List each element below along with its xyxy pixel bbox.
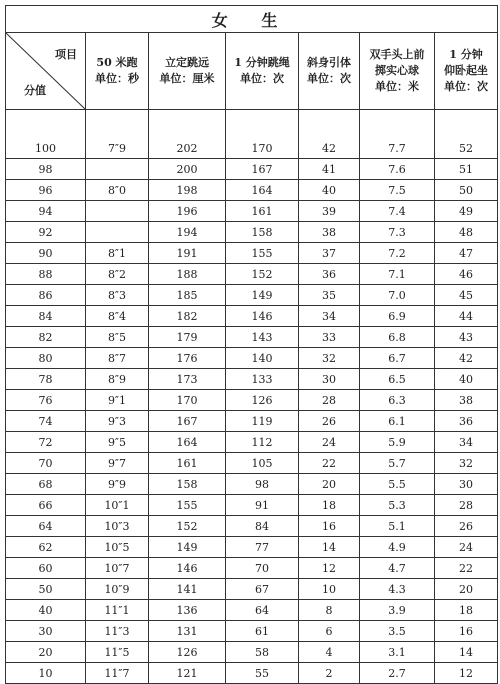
value-cell: 47 (435, 243, 498, 264)
value-cell: 2 (299, 663, 360, 684)
value-cell: 32 (435, 453, 498, 474)
value-cell: 121 (149, 663, 226, 684)
value-cell: 42 (299, 138, 360, 159)
score-cell: 88 (6, 264, 86, 285)
value-cell: 11″5 (86, 642, 149, 663)
header-line: 双手头上前 (369, 48, 425, 61)
table-row (6, 285, 498, 306)
value-cell: 131 (149, 621, 226, 642)
value-cell: 64 (226, 600, 299, 621)
value-cell: 161 (149, 453, 226, 474)
value-cell: 149 (149, 537, 226, 558)
value-cell: 198 (149, 180, 226, 201)
value-cell: 26 (299, 411, 360, 432)
value-cell: 6.9 (360, 306, 435, 327)
value-cell: 36 (435, 411, 498, 432)
value-cell: 164 (226, 180, 299, 201)
score-cell: 10 (6, 663, 86, 684)
value-cell: 133 (226, 369, 299, 390)
header-line: 斜身引体 (307, 56, 351, 69)
value-cell: 173 (149, 369, 226, 390)
table-row (6, 222, 498, 243)
value-cell: 10″7 (86, 558, 149, 579)
value-cell: 6.1 (360, 411, 435, 432)
value-cell: 10″1 (86, 495, 149, 516)
score-cell: 84 (6, 306, 86, 327)
value-cell: 40 (435, 369, 498, 390)
value-cell: 200 (149, 159, 226, 180)
value-cell: 105 (226, 453, 299, 474)
header-situps (435, 33, 498, 110)
value-cell: 179 (149, 327, 226, 348)
value-cell: 55 (226, 663, 299, 684)
value-cell: 18 (435, 600, 498, 621)
value-cell: 10″3 (86, 516, 149, 537)
value-cell: 12 (435, 663, 498, 684)
table-row (6, 243, 498, 264)
value-cell: 40 (299, 180, 360, 201)
value-cell: 152 (226, 264, 299, 285)
value-cell: 2.7 (360, 663, 435, 684)
score-cell: 60 (6, 558, 86, 579)
corner-header-cell (6, 33, 86, 110)
table-row (6, 264, 498, 285)
value-cell: 38 (299, 222, 360, 243)
value-cell: 176 (149, 348, 226, 369)
value-cell: 91 (226, 495, 299, 516)
score-cell: 20 (6, 642, 86, 663)
value-cell: 158 (226, 222, 299, 243)
value-cell: 48 (435, 222, 498, 243)
value-cell: 6 (299, 621, 360, 642)
header-line: 1 分钟 (449, 48, 483, 61)
header-medicine-ball (360, 33, 435, 110)
corner-score-label: 分值 (24, 84, 46, 97)
value-cell: 42 (435, 348, 498, 369)
table-row (6, 369, 498, 390)
value-cell: 8″5 (86, 327, 149, 348)
value-cell: 36 (299, 264, 360, 285)
header-line: 50 米跑 (96, 56, 138, 69)
value-cell: 182 (149, 306, 226, 327)
score-cell: 76 (6, 390, 86, 411)
table-row (6, 201, 498, 222)
value-cell: 35 (299, 285, 360, 306)
value-cell: 43 (435, 327, 498, 348)
value-cell: 70 (226, 558, 299, 579)
value-cell: 185 (149, 285, 226, 306)
value-cell: 9″1 (86, 390, 149, 411)
value-cell: 44 (435, 306, 498, 327)
table-row (6, 138, 498, 159)
value-cell: 11″7 (86, 663, 149, 684)
score-cell: 86 (6, 285, 86, 306)
score-cell: 66 (6, 495, 86, 516)
table-row (6, 600, 498, 621)
value-cell: 49 (435, 201, 498, 222)
value-cell: 158 (149, 474, 226, 495)
value-cell: 9″9 (86, 474, 149, 495)
table-row (6, 558, 498, 579)
value-cell: 146 (149, 558, 226, 579)
table-row (6, 432, 498, 453)
value-cell: 155 (226, 243, 299, 264)
table-row (6, 453, 498, 474)
value-cell: 152 (149, 516, 226, 537)
table-row (6, 537, 498, 558)
score-cell: 80 (6, 348, 86, 369)
value-cell: 112 (226, 432, 299, 453)
header-unit: 单位：次 (307, 72, 351, 85)
value-cell: 7.1 (360, 264, 435, 285)
score-cell: 92 (6, 222, 86, 243)
value-cell: 30 (299, 369, 360, 390)
value-cell: 7.7 (360, 138, 435, 159)
value-cell: 4.9 (360, 537, 435, 558)
value-cell: 41 (299, 159, 360, 180)
header-line: 1 分钟跳绳 (234, 56, 290, 69)
header-unit: 单位：厘米 (159, 72, 215, 85)
value-cell: 6.5 (360, 369, 435, 390)
table-row (6, 348, 498, 369)
value-cell: 3.5 (360, 621, 435, 642)
value-cell: 16 (435, 621, 498, 642)
value-cell: 7.5 (360, 180, 435, 201)
value-cell: 12 (299, 558, 360, 579)
score-cell: 96 (6, 180, 86, 201)
value-cell: 3.9 (360, 600, 435, 621)
header-unit: 单位：秒 (95, 72, 139, 85)
value-cell: 22 (299, 453, 360, 474)
score-cell: 90 (6, 243, 86, 264)
score-cell: 30 (6, 621, 86, 642)
table-row (6, 516, 498, 537)
value-cell: 8″1 (86, 243, 149, 264)
value-cell: 10″9 (86, 579, 149, 600)
value-cell: 202 (149, 138, 226, 159)
value-cell: 170 (226, 138, 299, 159)
value-cell: 7.3 (360, 222, 435, 243)
header-50m-run (86, 33, 149, 110)
score-cell: 78 (6, 369, 86, 390)
value-cell: 98 (226, 474, 299, 495)
score-cell: 98 (6, 159, 86, 180)
score-cell: 62 (6, 537, 86, 558)
table-body (6, 110, 498, 684)
value-cell: 5.3 (360, 495, 435, 516)
score-cell: 100 (6, 138, 86, 159)
value-cell: 33 (299, 327, 360, 348)
value-cell: 11″3 (86, 621, 149, 642)
score-cell: 82 (6, 327, 86, 348)
value-cell: 77 (226, 537, 299, 558)
value-cell: 22 (435, 558, 498, 579)
header-unit: 单位：次 (444, 80, 489, 93)
value-cell: 191 (149, 243, 226, 264)
score-cell: 72 (6, 432, 86, 453)
value-cell: 45 (435, 285, 498, 306)
value-cell: 6.7 (360, 348, 435, 369)
score-cell: 40 (6, 600, 86, 621)
value-cell (86, 201, 149, 222)
value-cell: 34 (299, 306, 360, 327)
value-cell (86, 222, 149, 243)
value-cell: 38 (435, 390, 498, 411)
value-cell: 58 (226, 642, 299, 663)
value-cell: 67 (226, 579, 299, 600)
value-cell: 20 (435, 579, 498, 600)
value-cell: 8″0 (86, 180, 149, 201)
header-unit: 单位：米 (375, 80, 419, 93)
value-cell: 46 (435, 264, 498, 285)
value-cell: 161 (226, 201, 299, 222)
table-row (6, 327, 498, 348)
value-cell: 7″9 (86, 138, 149, 159)
score-cell: 74 (6, 411, 86, 432)
table-row (6, 306, 498, 327)
value-cell: 5.9 (360, 432, 435, 453)
value-cell: 149 (226, 285, 299, 306)
value-cell: 8 (299, 600, 360, 621)
value-cell: 188 (149, 264, 226, 285)
value-cell: 61 (226, 621, 299, 642)
value-cell: 8″7 (86, 348, 149, 369)
value-cell: 155 (149, 495, 226, 516)
header-inclined-pullup (299, 33, 360, 110)
value-cell: 14 (299, 537, 360, 558)
corner-item-label: 项目 (55, 48, 77, 61)
table-row (6, 390, 498, 411)
value-cell: 10 (299, 579, 360, 600)
value-cell: 8″2 (86, 264, 149, 285)
value-cell: 9″7 (86, 453, 149, 474)
value-cell: 6.8 (360, 327, 435, 348)
value-cell: 170 (149, 390, 226, 411)
value-cell: 24 (435, 537, 498, 558)
value-cell: 28 (299, 390, 360, 411)
table-row (6, 495, 498, 516)
value-cell: 126 (226, 390, 299, 411)
table-row (6, 180, 498, 201)
value-cell: 119 (226, 411, 299, 432)
value-cell: 5.5 (360, 474, 435, 495)
header-unit: 单位：次 (240, 72, 284, 85)
table-row (6, 621, 498, 642)
value-cell: 4.3 (360, 579, 435, 600)
table-row (6, 579, 498, 600)
value-cell: 164 (149, 432, 226, 453)
value-cell: 30 (435, 474, 498, 495)
value-cell: 167 (226, 159, 299, 180)
value-cell: 136 (149, 600, 226, 621)
header-standing-jump (149, 33, 226, 110)
scoring-table (5, 5, 498, 684)
value-cell: 3.1 (360, 642, 435, 663)
value-cell: 16 (299, 516, 360, 537)
value-cell: 4 (299, 642, 360, 663)
header-line: 仰卧起坐 (444, 64, 489, 77)
value-cell: 52 (435, 138, 498, 159)
value-cell: 18 (299, 495, 360, 516)
score-cell: 50 (6, 579, 86, 600)
header-row (6, 33, 498, 110)
value-cell: 7.4 (360, 201, 435, 222)
value-cell: 9″3 (86, 411, 149, 432)
value-cell: 11″1 (86, 600, 149, 621)
value-cell: 32 (299, 348, 360, 369)
value-cell: 28 (435, 495, 498, 516)
value-cell: 167 (149, 411, 226, 432)
value-cell: 194 (149, 222, 226, 243)
value-cell: 8″4 (86, 306, 149, 327)
value-cell: 8″9 (86, 369, 149, 390)
table-row (6, 411, 498, 432)
value-cell: 7.2 (360, 243, 435, 264)
score-cell: 68 (6, 474, 86, 495)
value-cell: 196 (149, 201, 226, 222)
value-cell: 7.6 (360, 159, 435, 180)
value-cell: 126 (149, 642, 226, 663)
spacer-row (6, 110, 498, 139)
value-cell: 143 (226, 327, 299, 348)
value-cell: 9″5 (86, 432, 149, 453)
value-cell: 5.1 (360, 516, 435, 537)
value-cell: 37 (299, 243, 360, 264)
header-rope-skipping (226, 33, 299, 110)
value-cell: 146 (226, 306, 299, 327)
value-cell: 10″5 (86, 537, 149, 558)
value-cell: 34 (435, 432, 498, 453)
value-cell: 141 (149, 579, 226, 600)
value-cell: 20 (299, 474, 360, 495)
table-row (6, 159, 498, 180)
value-cell: 39 (299, 201, 360, 222)
value-cell: 8″3 (86, 285, 149, 306)
value-cell: 140 (226, 348, 299, 369)
value-cell: 6.3 (360, 390, 435, 411)
table-row (6, 642, 498, 663)
value-cell: 4.7 (360, 558, 435, 579)
header-line: 立定跳远 (165, 56, 209, 69)
value-cell: 7.0 (360, 285, 435, 306)
header-line: 掷实心球 (375, 64, 419, 77)
value-cell (86, 159, 149, 180)
value-cell: 24 (299, 432, 360, 453)
score-cell: 70 (6, 453, 86, 474)
score-cell: 94 (6, 201, 86, 222)
value-cell: 51 (435, 159, 498, 180)
table-title: 女 生 (6, 6, 498, 33)
score-cell: 64 (6, 516, 86, 537)
table-row (6, 663, 498, 684)
table-row (6, 474, 498, 495)
value-cell: 5.7 (360, 453, 435, 474)
value-cell: 26 (435, 516, 498, 537)
value-cell: 50 (435, 180, 498, 201)
value-cell: 84 (226, 516, 299, 537)
value-cell: 14 (435, 642, 498, 663)
